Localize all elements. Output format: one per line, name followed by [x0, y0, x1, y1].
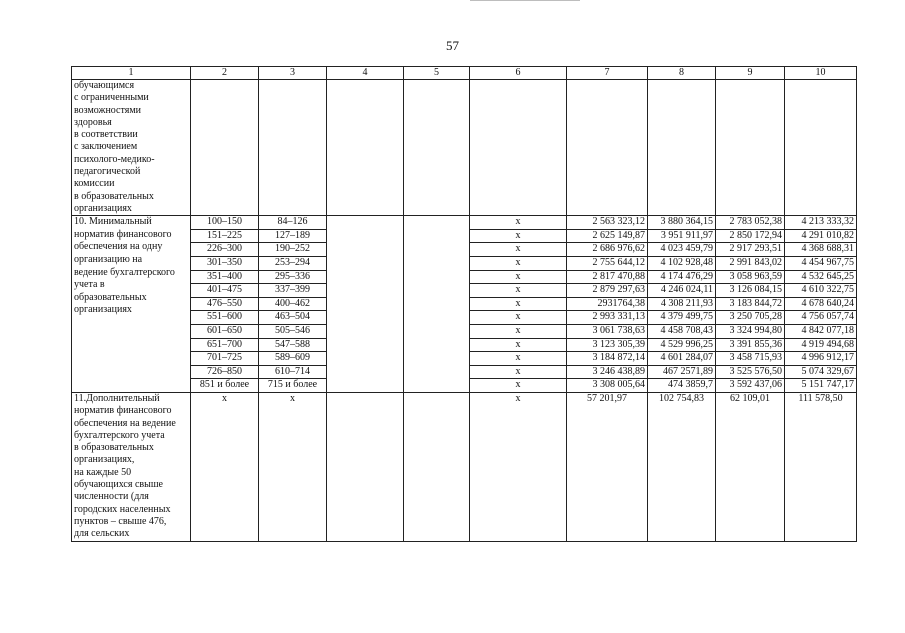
normative-value: 4 454 967,75 — [785, 257, 857, 271]
normative-value: 3 391 855,36 — [716, 338, 785, 352]
description-line: норматив финансового — [74, 405, 172, 417]
normative-value: 3 246 438,89 — [567, 365, 648, 379]
mark-cell: х — [470, 243, 567, 257]
normative-value: 2 755 644,12 — [567, 257, 648, 271]
normative-value: 2 879 297,63 — [567, 284, 648, 298]
pupil-count-range-alt: 190–252 — [259, 243, 327, 257]
empty-cell — [404, 284, 470, 298]
mark-cell: х — [470, 297, 567, 311]
description-line: норматив финансового — [74, 228, 172, 240]
description-line: организациях — [74, 304, 132, 316]
empty-cell — [404, 325, 470, 339]
column-header-5: 5 — [404, 67, 470, 80]
description-line: организацию на — [74, 254, 143, 266]
normative-value: 111 578,50 — [785, 392, 857, 541]
pupil-count-range: 226–300 — [191, 243, 259, 257]
normative-value: 2 850 172,94 — [716, 229, 785, 243]
normative-value: 4 458 708,43 — [648, 325, 716, 339]
empty-cell — [404, 379, 470, 393]
normative-value: 467 2571,89 — [648, 365, 716, 379]
empty-cell — [327, 243, 404, 257]
empty-cell — [404, 297, 470, 311]
description-line: для сельских — [74, 528, 130, 540]
normative-value: 4 601 284,07 — [648, 352, 716, 366]
description-line: организациях — [74, 202, 132, 214]
column-header-6: 6 — [470, 67, 567, 80]
normative-value: 2 993 331,13 — [567, 311, 648, 325]
normative-value: 3 308 005,64 — [567, 379, 648, 393]
normative-value: 4 379 499,75 — [648, 311, 716, 325]
description-line: здоровья — [74, 116, 112, 128]
mark-cell: х — [470, 352, 567, 366]
normative-value: 2 563 323,12 — [567, 216, 648, 230]
mark-cell: х — [470, 216, 567, 230]
pupil-count-range: 851 и более — [191, 379, 259, 393]
mark-cell: х — [470, 392, 567, 541]
normative-value: 3 880 364,15 — [648, 216, 716, 230]
table-row-additional — [72, 392, 857, 541]
empty-cell — [327, 379, 404, 393]
description-line: с заключением — [74, 141, 138, 153]
pupil-count-range: 476–550 — [191, 297, 259, 311]
empty-cell — [327, 365, 404, 379]
empty-cell — [404, 338, 470, 352]
mark-cell: х — [470, 338, 567, 352]
empty-cell — [404, 392, 470, 541]
empty-cell — [327, 270, 404, 284]
pupil-count-range: 551–600 — [191, 311, 259, 325]
normative-value: 4 291 010,82 — [785, 229, 857, 243]
mark-cell: х — [470, 270, 567, 284]
pupil-count-range-alt: 505–546 — [259, 325, 327, 339]
normative-value: 4 174 476,29 — [648, 270, 716, 284]
empty-cell — [327, 352, 404, 366]
description-line: в соответствии — [74, 129, 138, 141]
empty-cell — [470, 80, 567, 216]
pupil-count-range: 301–350 — [191, 257, 259, 271]
mark-cell: х — [259, 392, 327, 541]
normative-value: 3 250 705,28 — [716, 311, 785, 325]
empty-cell — [404, 243, 470, 257]
mark-cell: х — [470, 325, 567, 339]
empty-cell — [648, 80, 716, 216]
normative-value: 4 919 494,68 — [785, 338, 857, 352]
description-line: бухгалтерского учета — [74, 429, 165, 441]
description-line: психолого-медико- — [74, 153, 155, 165]
pupil-count-range-alt: 547–588 — [259, 338, 327, 352]
normative-value: 102 754,83 — [648, 392, 716, 541]
normative-value: 5 151 747,17 — [785, 379, 857, 393]
normative-value: 3 058 963,59 — [716, 270, 785, 284]
description-line: обучающихся свыше — [74, 479, 163, 491]
normative-value: 3 184 872,14 — [567, 352, 648, 366]
empty-cell — [404, 229, 470, 243]
description-line: численности (для — [74, 491, 149, 503]
empty-cell — [327, 297, 404, 311]
description-line: в образовательных — [74, 190, 154, 202]
description-line: организациях, — [74, 454, 135, 466]
normative-value: 4 842 077,18 — [785, 325, 857, 339]
empty-cell — [567, 80, 648, 216]
normative-value: 3 951 911,97 — [648, 229, 716, 243]
scan-edge-mark — [470, 0, 580, 4]
normative-value: 4 529 996,25 — [648, 338, 716, 352]
description-line: 11.Дополнительный — [74, 392, 160, 404]
mark-cell: х — [470, 257, 567, 271]
empty-cell — [404, 365, 470, 379]
description-line: пунктов – свыше 476, — [74, 515, 167, 527]
pupil-count-range: 401–475 — [191, 284, 259, 298]
column-header-10: 10 — [785, 67, 857, 80]
empty-cell — [404, 270, 470, 284]
column-header-9: 9 — [716, 67, 785, 80]
table-row-continuation — [72, 80, 857, 216]
empty-cell — [716, 80, 785, 216]
row-description — [72, 392, 191, 541]
column-header-7: 7 — [567, 67, 648, 80]
description-line: обеспечения на одну — [74, 241, 163, 253]
pupil-count-range: 726–850 — [191, 365, 259, 379]
empty-cell — [327, 284, 404, 298]
empty-cell — [404, 352, 470, 366]
pupil-count-range-alt: 84–126 — [259, 216, 327, 230]
normative-value: 3 183 844,72 — [716, 297, 785, 311]
description-line: комиссии — [74, 178, 115, 190]
table-row — [72, 216, 857, 230]
row-description — [72, 80, 191, 216]
normative-value: 4 368 688,31 — [785, 243, 857, 257]
description-line: педагогической — [74, 166, 141, 178]
empty-cell — [404, 257, 470, 271]
normative-value: 2931764,38 — [567, 297, 648, 311]
normative-value: 4 678 640,24 — [785, 297, 857, 311]
empty-cell — [404, 216, 470, 230]
column-header-3: 3 — [259, 67, 327, 80]
mark-cell: х — [470, 365, 567, 379]
normative-value: 3 458 715,93 — [716, 352, 785, 366]
normative-value: 4 532 645,25 — [785, 270, 857, 284]
empty-cell — [404, 80, 470, 216]
pupil-count-range: 100–150 — [191, 216, 259, 230]
normative-value: 3 592 437,06 — [716, 379, 785, 393]
empty-cell — [259, 80, 327, 216]
empty-cell — [327, 392, 404, 541]
normative-value: 2 783 052,38 — [716, 216, 785, 230]
normative-value: 3 123 305,39 — [567, 338, 648, 352]
description-line: ведение бухгалтерского — [74, 266, 175, 278]
normative-value: 4 102 928,48 — [648, 257, 716, 271]
description-line: учета в — [74, 279, 105, 291]
empty-cell — [327, 257, 404, 271]
description-line: на каждые 50 — [74, 466, 132, 478]
pupil-count-range: 351–400 — [191, 270, 259, 284]
normative-table — [71, 66, 857, 542]
pupil-count-range-alt: 610–714 — [259, 365, 327, 379]
pupil-count-range-alt: 253–294 — [259, 257, 327, 271]
description-line: с ограниченными — [74, 92, 149, 104]
pupil-count-range-alt: 463–504 — [259, 311, 327, 325]
normative-value: 5 074 329,67 — [785, 365, 857, 379]
empty-cell — [327, 338, 404, 352]
normative-value: 4 246 024,11 — [648, 284, 716, 298]
empty-cell — [191, 80, 259, 216]
normative-value: 62 109,01 — [716, 392, 785, 541]
pupil-count-range-alt: 589–609 — [259, 352, 327, 366]
normative-value: 4 610 322,75 — [785, 284, 857, 298]
row-description — [72, 216, 191, 393]
description-line: 10. Минимальный — [74, 216, 152, 228]
mark-cell: х — [470, 284, 567, 298]
empty-cell — [404, 311, 470, 325]
normative-value: 4 756 057,74 — [785, 311, 857, 325]
mark-cell: х — [470, 229, 567, 243]
normative-value: 2 817 470,88 — [567, 270, 648, 284]
mark-cell: х — [191, 392, 259, 541]
empty-cell — [785, 80, 857, 216]
normative-value: 2 917 293,51 — [716, 243, 785, 257]
pupil-count-range: 151–225 — [191, 229, 259, 243]
normative-value: 4 308 211,93 — [648, 297, 716, 311]
normative-value: 2 686 976,62 — [567, 243, 648, 257]
pupil-count-range-alt: 127–189 — [259, 229, 327, 243]
description-line: городских населенных — [74, 503, 171, 515]
description-line: обеспечения на ведение — [74, 417, 176, 429]
empty-cell — [327, 80, 404, 216]
mark-cell: х — [470, 311, 567, 325]
pupil-count-range-alt: 400–462 — [259, 297, 327, 311]
pupil-count-range: 601–650 — [191, 325, 259, 339]
column-header-2: 2 — [191, 67, 259, 80]
pupil-count-range-alt: 715 и более — [259, 379, 327, 393]
pupil-count-range: 701–725 — [191, 352, 259, 366]
normative-value: 4 996 912,17 — [785, 352, 857, 366]
page-number: 57 — [446, 38, 459, 53]
column-number-row — [72, 67, 857, 80]
column-header-1: 1 — [72, 67, 191, 80]
normative-value: 3 525 576,50 — [716, 365, 785, 379]
normative-value: 2 625 149,87 — [567, 229, 648, 243]
column-header-8: 8 — [648, 67, 716, 80]
empty-cell — [327, 216, 404, 230]
normative-value: 4 023 459,79 — [648, 243, 716, 257]
description-line: обучающимся — [74, 80, 135, 91]
normative-value: 3 126 084,15 — [716, 284, 785, 298]
pupil-count-range-alt: 295–336 — [259, 270, 327, 284]
pupil-count-range: 651–700 — [191, 338, 259, 352]
empty-cell — [327, 229, 404, 243]
normative-value: 2 991 843,02 — [716, 257, 785, 271]
description-line: образовательных — [74, 291, 147, 303]
pupil-count-range-alt: 337–399 — [259, 284, 327, 298]
normative-value: 3 324 994,80 — [716, 325, 785, 339]
empty-cell — [327, 325, 404, 339]
normative-value: 3 061 738,63 — [567, 325, 648, 339]
mark-cell: х — [470, 379, 567, 393]
normative-value: 474 3859,7 — [648, 379, 716, 393]
description-line: возможностями — [74, 104, 142, 116]
column-header-4: 4 — [327, 67, 404, 80]
empty-cell — [327, 311, 404, 325]
normative-value: 57 201,97 — [567, 392, 648, 541]
description-line: в образовательных — [74, 442, 154, 454]
normative-value: 4 213 333,32 — [785, 216, 857, 230]
